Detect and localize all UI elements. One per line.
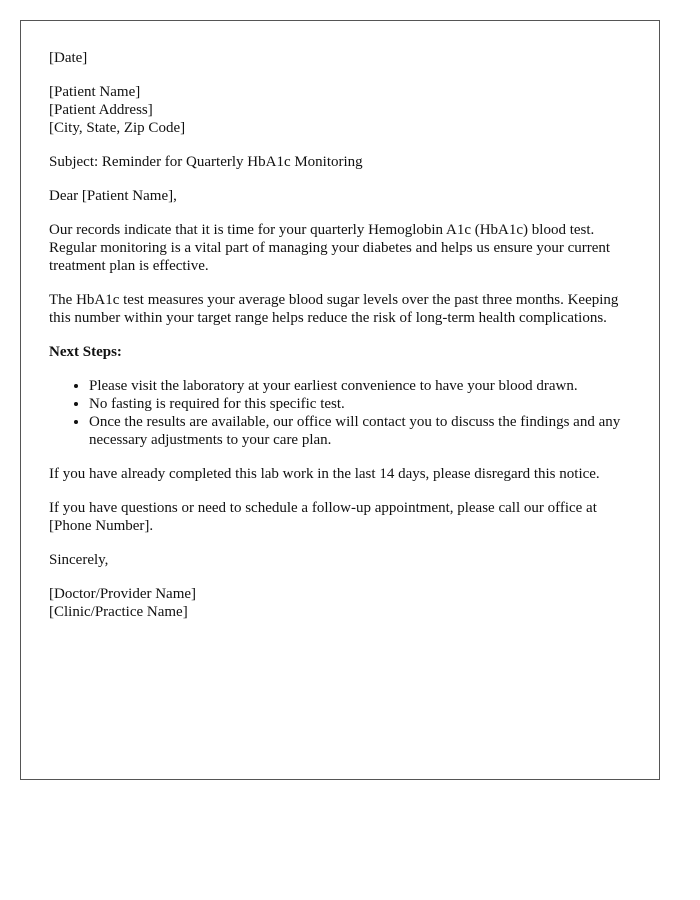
letter-paragraph-4: If you have questions or need to schedule a follow-up appointment, please call our office at [Phone Number].: [49, 500, 597, 534]
letter-page: [20, 20, 660, 780]
letter-salutation: Dear [Patient Name],: [49, 188, 177, 204]
next-steps-heading: Next Steps:: [49, 344, 122, 360]
list-item: • Once the results are available, our office will contact you to discuss the findings and any necessary adjustments to your care plan.: [89, 413, 639, 449]
letter-closing: Sincerely,: [49, 552, 109, 568]
letter-content: [49, 49, 639, 637]
signature-block: [49, 585, 639, 621]
recipient-block: [49, 83, 639, 137]
signature-clinic: [Clinic/Practice Name]: [49, 604, 188, 620]
recipient-name: [Patient Name]: [49, 84, 141, 100]
recipient-city-state-zip: [City, State, Zip Code]: [49, 120, 186, 136]
letter-date: [Date]: [49, 50, 88, 66]
list-item: • Please visit the laboratory at your earliest convenience to have your blood drawn.: [89, 377, 639, 395]
signature-provider: [Doctor/Provider Name]: [49, 586, 197, 602]
letter-subject: Subject: Reminder for Quarterly HbA1c Monitoring: [49, 154, 363, 170]
letter-paragraph-1: Our records indicate that it is time for your quarterly Hemoglobin A1c (HbA1c) blood test. Regular monitoring is a vital part of managing your diabetes and helps us ensure your current treatment plan is effective.: [49, 222, 611, 274]
next-steps-list: [49, 377, 639, 449]
recipient-address: [Patient Address]: [49, 102, 153, 118]
list-item: • No fasting is required for this specific test.: [89, 395, 639, 413]
letter-paragraph-2: The HbA1c test measures your average blood sugar levels over the past three months. Keeping this number within your target range helps reduce the risk of long-term health complications.: [49, 292, 619, 326]
letter-paragraph-3: If you have already completed this lab work in the last 14 days, please disregard this notice.: [49, 466, 600, 482]
